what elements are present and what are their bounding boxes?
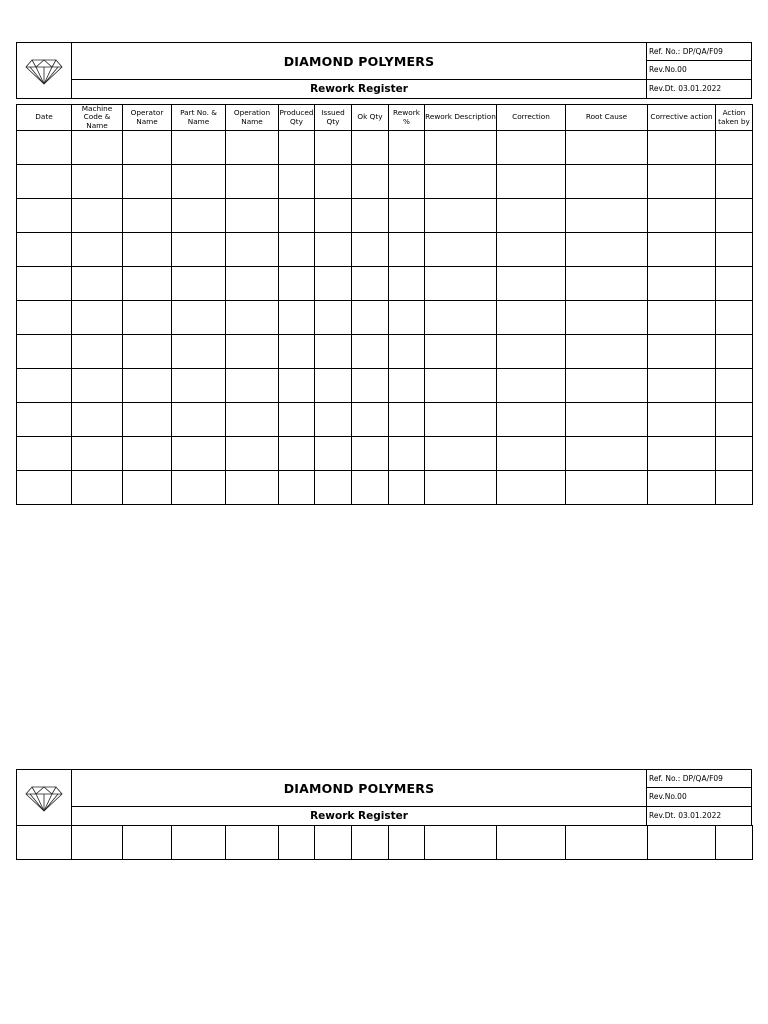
table-cell[interactable] bbox=[352, 335, 389, 369]
column-header: Part No. & Name bbox=[172, 105, 226, 131]
table-cell[interactable] bbox=[72, 165, 123, 199]
table-cell[interactable] bbox=[279, 165, 315, 199]
table-cell[interactable] bbox=[389, 369, 425, 403]
table-cell[interactable] bbox=[648, 471, 716, 505]
table-cell[interactable] bbox=[566, 369, 648, 403]
table-cell[interactable] bbox=[566, 131, 648, 165]
column-header: Operator Name bbox=[123, 105, 172, 131]
table-cell[interactable] bbox=[226, 233, 279, 267]
table-cell[interactable] bbox=[72, 471, 123, 505]
table-cell[interactable] bbox=[123, 233, 172, 267]
column-header: Operation Name bbox=[226, 105, 279, 131]
table-cell[interactable] bbox=[123, 471, 172, 505]
document-meta bbox=[646, 770, 751, 825]
diamond-icon bbox=[24, 783, 64, 813]
table-cell[interactable] bbox=[497, 233, 566, 267]
column-header: Produced Qty bbox=[279, 105, 315, 131]
table-cell[interactable] bbox=[123, 403, 172, 437]
table-cell[interactable] bbox=[648, 437, 716, 471]
revision-date: Rev.Dt. 03.01.2022 bbox=[649, 84, 722, 94]
table-cell[interactable] bbox=[497, 301, 566, 335]
table-row bbox=[17, 165, 753, 199]
table-cell[interactable] bbox=[497, 471, 566, 505]
table-cell[interactable] bbox=[716, 403, 753, 437]
table-cell[interactable] bbox=[315, 165, 352, 199]
column-header: Machine Code & Name bbox=[72, 105, 123, 131]
table-cell[interactable] bbox=[566, 335, 648, 369]
table-cell[interactable] bbox=[352, 471, 389, 505]
table-cell[interactable] bbox=[226, 826, 279, 860]
table-cell[interactable] bbox=[123, 369, 172, 403]
table-cell[interactable] bbox=[648, 233, 716, 267]
table-cell[interactable] bbox=[315, 437, 352, 471]
table-cell[interactable] bbox=[389, 403, 425, 437]
company-name: DIAMOND POLYMERS bbox=[72, 770, 646, 807]
table-cell[interactable] bbox=[72, 826, 123, 860]
table-cell[interactable] bbox=[172, 165, 226, 199]
table-cell[interactable] bbox=[72, 369, 123, 403]
table-cell[interactable] bbox=[648, 199, 716, 233]
table-cell[interactable] bbox=[566, 165, 648, 199]
table-cell[interactable] bbox=[226, 437, 279, 471]
table-cell[interactable] bbox=[716, 165, 753, 199]
table-cell[interactable] bbox=[17, 131, 72, 165]
table-cell[interactable] bbox=[716, 335, 753, 369]
table-cell[interactable] bbox=[389, 199, 425, 233]
form-title: Rework Register bbox=[310, 83, 408, 95]
table-cell[interactable] bbox=[172, 267, 226, 301]
table-cell[interactable] bbox=[648, 826, 716, 860]
table-row bbox=[17, 437, 753, 471]
table-cell[interactable] bbox=[716, 199, 753, 233]
column-header: Correction bbox=[497, 105, 566, 131]
form-header bbox=[16, 42, 752, 99]
table-cell[interactable] bbox=[497, 199, 566, 233]
table-cell[interactable] bbox=[497, 369, 566, 403]
table-cell[interactable] bbox=[123, 437, 172, 471]
table-cell[interactable] bbox=[172, 471, 226, 505]
table-cell[interactable] bbox=[425, 131, 497, 165]
table-cell[interactable] bbox=[17, 199, 72, 233]
table-cell[interactable] bbox=[425, 165, 497, 199]
table-cell[interactable] bbox=[17, 437, 72, 471]
table-cell[interactable] bbox=[226, 199, 279, 233]
table-cell[interactable] bbox=[172, 199, 226, 233]
table-cell[interactable] bbox=[123, 335, 172, 369]
column-header: Root Cause bbox=[566, 105, 648, 131]
table-row bbox=[17, 471, 753, 505]
table-cell[interactable] bbox=[352, 437, 389, 471]
table-cell[interactable] bbox=[648, 301, 716, 335]
table-cell[interactable] bbox=[279, 335, 315, 369]
table-cell[interactable] bbox=[716, 131, 753, 165]
table-cell[interactable] bbox=[497, 131, 566, 165]
table-cell[interactable] bbox=[389, 471, 425, 505]
table-cell[interactable] bbox=[425, 199, 497, 233]
table-cell[interactable] bbox=[497, 826, 566, 860]
table-cell[interactable] bbox=[315, 369, 352, 403]
table-cell[interactable] bbox=[648, 403, 716, 437]
column-header: Rework % bbox=[389, 105, 425, 131]
table-row bbox=[17, 335, 753, 369]
table-cell[interactable] bbox=[72, 335, 123, 369]
table-cell[interactable] bbox=[172, 131, 226, 165]
table-cell[interactable] bbox=[315, 199, 352, 233]
column-header: Issued Qty bbox=[315, 105, 352, 131]
diamond-icon bbox=[24, 56, 64, 86]
table-cell[interactable] bbox=[315, 403, 352, 437]
table-cell[interactable] bbox=[497, 437, 566, 471]
diamond-logo bbox=[17, 770, 72, 825]
table-cell[interactable] bbox=[279, 369, 315, 403]
table-cell[interactable] bbox=[123, 165, 172, 199]
table-cell[interactable] bbox=[352, 369, 389, 403]
column-header: Date bbox=[17, 105, 72, 131]
table-cell[interactable] bbox=[17, 233, 72, 267]
ref-number: Ref. No.: DP/QA/F09 bbox=[647, 43, 751, 61]
table-cell[interactable] bbox=[72, 437, 123, 471]
table-cell[interactable] bbox=[123, 199, 172, 233]
table-cell[interactable] bbox=[123, 826, 172, 860]
table-cell[interactable] bbox=[352, 403, 389, 437]
table-row bbox=[17, 369, 753, 403]
table-cell[interactable] bbox=[352, 233, 389, 267]
table-cell[interactable] bbox=[389, 826, 425, 860]
table-cell[interactable] bbox=[172, 437, 226, 471]
diamond-logo bbox=[17, 43, 72, 98]
table-cell[interactable] bbox=[123, 131, 172, 165]
table-cell[interactable] bbox=[279, 199, 315, 233]
table-cell[interactable] bbox=[279, 471, 315, 505]
table-cell[interactable] bbox=[172, 369, 226, 403]
table-cell[interactable] bbox=[172, 403, 226, 437]
table-cell[interactable] bbox=[172, 826, 226, 860]
table-cell[interactable] bbox=[123, 267, 172, 301]
table-cell[interactable] bbox=[172, 335, 226, 369]
table-cell[interactable] bbox=[226, 403, 279, 437]
table-cell[interactable] bbox=[17, 826, 72, 860]
table-cell[interactable] bbox=[17, 335, 72, 369]
table-cell[interactable] bbox=[352, 165, 389, 199]
table-row bbox=[17, 199, 753, 233]
table-cell[interactable] bbox=[497, 267, 566, 301]
table-cell[interactable] bbox=[497, 335, 566, 369]
ref-number: Ref. No.: DP/QA/F09 bbox=[647, 770, 751, 788]
table-cell[interactable] bbox=[425, 471, 497, 505]
form-page-1 bbox=[16, 42, 752, 505]
table-row bbox=[17, 267, 753, 301]
table-cell[interactable] bbox=[315, 267, 352, 301]
table-cell[interactable] bbox=[425, 335, 497, 369]
table-cell[interactable] bbox=[279, 301, 315, 335]
table-cell[interactable] bbox=[389, 267, 425, 301]
header-row bbox=[17, 105, 753, 131]
table-cell[interactable] bbox=[72, 301, 123, 335]
table-cell[interactable] bbox=[72, 131, 123, 165]
table-cell[interactable] bbox=[497, 403, 566, 437]
table-cell[interactable] bbox=[425, 369, 497, 403]
table-cell[interactable] bbox=[172, 301, 226, 335]
form-header bbox=[16, 769, 752, 826]
table-cell[interactable] bbox=[226, 369, 279, 403]
table-cell[interactable] bbox=[716, 301, 753, 335]
table-row bbox=[17, 403, 753, 437]
table-cell[interactable] bbox=[389, 301, 425, 335]
table-cell[interactable] bbox=[389, 165, 425, 199]
table-cell[interactable] bbox=[72, 267, 123, 301]
table-cell[interactable] bbox=[716, 233, 753, 267]
table-cell[interactable] bbox=[425, 403, 497, 437]
table-body bbox=[17, 826, 753, 860]
table-row bbox=[17, 826, 753, 860]
table-cell[interactable] bbox=[425, 437, 497, 471]
table-body bbox=[17, 131, 753, 505]
column-header: Rework Description bbox=[425, 105, 497, 131]
document-meta bbox=[646, 43, 751, 98]
table-cell[interactable] bbox=[425, 267, 497, 301]
table-cell[interactable] bbox=[566, 199, 648, 233]
table-cell[interactable] bbox=[72, 403, 123, 437]
table-cell[interactable] bbox=[389, 335, 425, 369]
table-cell[interactable] bbox=[17, 267, 72, 301]
revision-number: Rev.No.00 bbox=[647, 788, 751, 806]
table-cell[interactable] bbox=[226, 267, 279, 301]
table-cell[interactable] bbox=[226, 335, 279, 369]
table-row bbox=[17, 233, 753, 267]
table-cell[interactable] bbox=[425, 301, 497, 335]
table-cell[interactable] bbox=[566, 437, 648, 471]
table-cell[interactable] bbox=[279, 403, 315, 437]
table-cell[interactable] bbox=[352, 131, 389, 165]
table-cell[interactable] bbox=[352, 826, 389, 860]
rework-table bbox=[16, 825, 753, 860]
table-cell[interactable] bbox=[389, 437, 425, 471]
table-row bbox=[17, 301, 753, 335]
table-cell[interactable] bbox=[566, 233, 648, 267]
rework-table bbox=[16, 104, 753, 505]
table-cell[interactable] bbox=[279, 131, 315, 165]
table-cell[interactable] bbox=[315, 335, 352, 369]
table-cell[interactable] bbox=[389, 131, 425, 165]
table-cell[interactable] bbox=[17, 403, 72, 437]
table-cell[interactable] bbox=[566, 826, 648, 860]
table-cell[interactable] bbox=[72, 199, 123, 233]
table-cell[interactable] bbox=[72, 233, 123, 267]
table-cell[interactable] bbox=[566, 267, 648, 301]
table-cell[interactable] bbox=[315, 233, 352, 267]
table-cell[interactable] bbox=[17, 301, 72, 335]
table-cell[interactable] bbox=[352, 267, 389, 301]
table-cell[interactable] bbox=[716, 267, 753, 301]
table-cell[interactable] bbox=[716, 471, 753, 505]
table-cell[interactable] bbox=[566, 471, 648, 505]
table-cell[interactable] bbox=[315, 471, 352, 505]
table-cell[interactable] bbox=[425, 826, 497, 860]
table-cell[interactable] bbox=[648, 267, 716, 301]
table-cell[interactable] bbox=[226, 471, 279, 505]
table-cell[interactable] bbox=[172, 233, 226, 267]
table-cell[interactable] bbox=[497, 165, 566, 199]
table-cell[interactable] bbox=[648, 131, 716, 165]
table-cell[interactable] bbox=[226, 301, 279, 335]
company-name: DIAMOND POLYMERS bbox=[72, 43, 646, 80]
table-cell[interactable] bbox=[226, 131, 279, 165]
table-cell[interactable] bbox=[648, 369, 716, 403]
table-cell[interactable] bbox=[315, 131, 352, 165]
table-cell[interactable] bbox=[352, 199, 389, 233]
table-cell[interactable] bbox=[716, 369, 753, 403]
table-cell[interactable] bbox=[425, 233, 497, 267]
table-cell[interactable] bbox=[279, 826, 315, 860]
table-cell[interactable] bbox=[566, 403, 648, 437]
table-cell[interactable] bbox=[315, 301, 352, 335]
title-box bbox=[72, 43, 646, 98]
table-cell[interactable] bbox=[226, 165, 279, 199]
form-page-2 bbox=[16, 769, 752, 860]
table-cell[interactable] bbox=[315, 826, 352, 860]
table-row bbox=[17, 131, 753, 165]
table-cell[interactable] bbox=[279, 437, 315, 471]
table-cell[interactable] bbox=[648, 165, 716, 199]
table-cell[interactable] bbox=[566, 301, 648, 335]
table-cell[interactable] bbox=[279, 267, 315, 301]
revision-date: Rev.Dt. 03.01.2022 bbox=[649, 811, 722, 821]
title-box bbox=[72, 770, 646, 825]
column-header: Action taken by bbox=[716, 105, 753, 131]
form-title: Rework Register bbox=[310, 810, 408, 822]
table-cell[interactable] bbox=[352, 301, 389, 335]
table-cell[interactable] bbox=[716, 437, 753, 471]
column-header: Ok Qty bbox=[352, 105, 389, 131]
column-header: Corrective action bbox=[648, 105, 716, 131]
table-cell[interactable] bbox=[17, 165, 72, 199]
table-cell[interactable] bbox=[389, 233, 425, 267]
table-cell[interactable] bbox=[648, 335, 716, 369]
table-cell[interactable] bbox=[17, 369, 72, 403]
table-cell[interactable] bbox=[17, 471, 72, 505]
table-cell[interactable] bbox=[279, 233, 315, 267]
table-cell[interactable] bbox=[123, 301, 172, 335]
revision-number: Rev.No.00 bbox=[647, 61, 751, 79]
table-cell[interactable] bbox=[716, 826, 753, 860]
